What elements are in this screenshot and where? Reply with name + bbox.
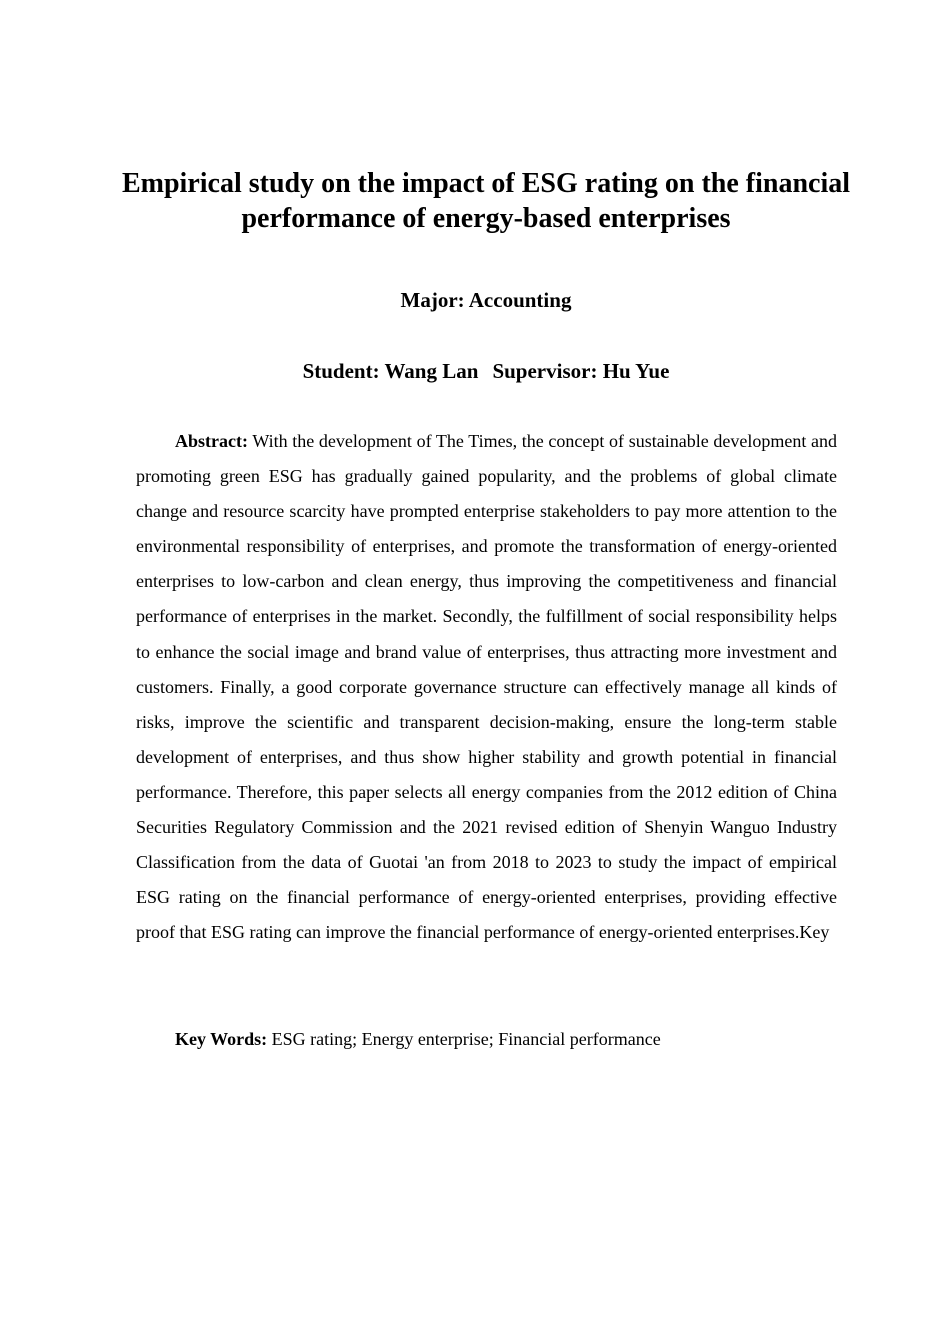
student-name: Student: Wang Lan <box>302 359 479 383</box>
keywords-text: ESG rating; Energy enterprise; Financial performance <box>271 1029 661 1049</box>
abstract-text: With the development of The Times, the concept of sustainable development and promoting green ESG has gradually gained popularity, and the problems of global climate change and resource scarcity have prompted enterprise stakeholders to pay more attention to the environmental responsibility of enterprises, and promote the transformation of energy-oriented enterprises to low-carbon and clean energy, thus improving the competitiveness and financial performance of enterprises in the market. Secondly, the fulfillment of social responsibility helps to enhance the social image and brand value of enterprises, thus attracting more investment and customers. Finally, a good corporate governance structure can effectively manage all kinds of risks, improve the scientific and transparent decision-making, ensure the long-term stable development of enterprises, and thus show higher stability and growth potential in financial performance. Therefore, this paper selects all energy companies from the 2012 edition of China Securities Regulatory Commission and the 2021 revised edition of Shenyin Wanguo Industry Classification from the data of Guotai 'an from 2018 to 2023 to study the impact of empirical ESG rating on the financial performance of energy-oriented enterprises, providing effective proof that ESG rating can improve the financial performance of energy-oriented enterprises.Key <box>136 431 837 943</box>
keywords-paragraph <box>136 1022 837 1057</box>
abstract-label: Abstract: <box>175 431 248 451</box>
author-line <box>120 357 852 385</box>
paper-title: Empirical study on the impact of ESG rating on the financial performance of energy-based enterprises <box>121 168 851 234</box>
keywords-label: Key Words: <box>175 1029 268 1049</box>
major-line: Major: Accounting <box>400 288 572 312</box>
supervisor-name: Supervisor: Hu Yue <box>492 359 670 383</box>
abstract-paragraph <box>136 424 837 950</box>
